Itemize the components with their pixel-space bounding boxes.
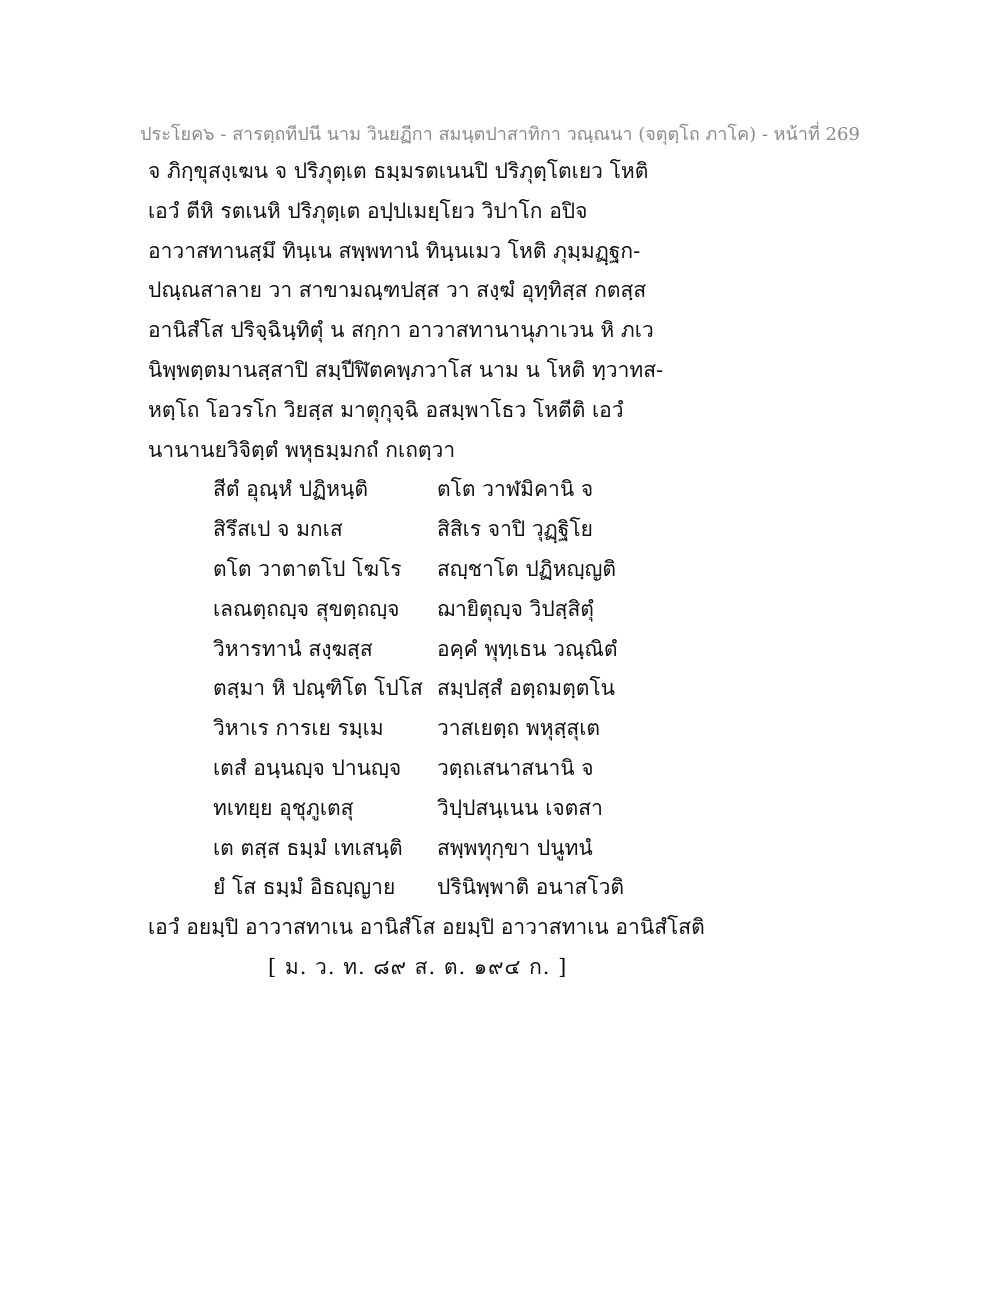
paragraph-line: ปณฺณสาลาย วา สาขามณฺฑปสฺส วา สงฺฆํ อุทฺทิสฺส กตสฺส xyxy=(148,278,647,303)
verse-first-half: เลณตฺถญฺจ สุขตฺถญฺจ xyxy=(213,596,400,621)
verse-row xyxy=(148,829,968,869)
paragraph-line: นานานยวิจิตฺตํ พหุธมฺมกถํ กเถตฺวา xyxy=(148,437,456,462)
closing-line: เอวํ อยมฺปิ อาวาสทาเน อานิสํโส อยมฺปิ อาวาสทาเน อานิสํโสติ xyxy=(148,915,705,940)
verse-row xyxy=(148,749,968,789)
verse-row xyxy=(148,550,968,590)
verse-row xyxy=(148,669,968,709)
verse-row xyxy=(148,709,968,749)
body-text xyxy=(148,152,968,988)
verse-second-half: วตฺถเสนาสนานิ จ xyxy=(437,755,594,780)
verse-row xyxy=(148,470,968,510)
verse-first-half: ยํ โส ธมฺมํ อิธญฺญาย xyxy=(213,875,396,900)
verse-first-half: ทเทยฺย อุชุภูเตสุ xyxy=(213,795,354,820)
verse-row xyxy=(148,630,968,670)
verse-first-half: สีตํ อุณฺหํ ปฏิหนฺติ xyxy=(213,477,369,502)
paragraph-line: หตฺโถ โอวรโก วิยสฺส มาตุกุจฺฉิ อสมฺพาโธว โหตีติ เอวํ xyxy=(148,397,624,422)
verse-first-half: วิหารทานํ สงฺฆสฺส xyxy=(213,636,373,661)
verse-row xyxy=(148,789,968,829)
verse-first-half: เตสํ อนฺนญฺจ ปานญฺจ xyxy=(213,755,402,780)
citation: [ ม. ว. ท. ๘๙ ส. ต. ๑๙๔ ก. ] xyxy=(268,954,568,979)
verse-second-half: ฌายิตุญฺจ วิปสฺสิตุํ xyxy=(437,596,594,621)
verse-second-half: อคฺคํ พุทฺเธน วณฺณิตํ xyxy=(437,636,618,661)
verse-first-half: สิรึสเป จ มกเส xyxy=(213,517,343,542)
paragraph-line: จ ภิกฺขุสงฺเฆน จ ปริภุตฺเต ธมฺมรตเนนปิ ปริภุตฺโตเยว โหติ xyxy=(148,159,649,183)
verse-second-half: วิปฺปสนฺเนน เจตสา xyxy=(437,795,603,820)
verse-row xyxy=(148,510,968,550)
verse-second-half: สพฺพทุกฺขา ปนูทนํ xyxy=(437,835,593,860)
verse-second-half: วาสเยตฺถ พหุสฺสุเต xyxy=(437,716,601,741)
verse-second-half: สิสิเร จาปิ วุฏฺฐิโย xyxy=(437,517,593,542)
paragraph-line: อาวาสทานสฺมึ ทินฺเน สพฺพทานํ ทินฺนเมว โหติ ภุมฺมฏฺฐก- xyxy=(148,238,641,263)
verse-first-half: ตโต วาตาตโป โฆโร xyxy=(213,556,402,581)
paragraph-line: นิพฺพตฺตมานสฺสาปิ สมฺปีฬิตคพฺภวาโส นาม น โหติ ทฺวาทส- xyxy=(148,357,664,382)
verse-second-half: สญฺชาโต ปฏิหญฺญติ xyxy=(437,556,617,581)
verse-row xyxy=(148,868,968,908)
verse-first-half: เต ตสฺส ธมฺมํ เทเสนฺติ xyxy=(213,835,403,860)
verse-first-half: ตสฺมา หิ ปณฺฑิโต โปโส xyxy=(213,676,423,701)
verse-second-half: ปรินิพฺพาติ อนาสโวติ xyxy=(437,875,625,900)
paragraph-line: อานิสํโส ปริจฺฉินฺทิตุํ น สกฺกา อาวาสทานานุภาเวน หิ ภเว xyxy=(148,318,654,343)
verse-second-half: สมฺปสฺสํ อตฺถมตฺตโน xyxy=(437,676,616,701)
page-header: ประโยค๖ - สารตฺถทีปนี นาม วินยฏีกา สมนฺตปาสาทิกา วณฺณนา (จตุตฺโถ ภาโค) - หน้าที่ 269 xyxy=(140,124,860,145)
verse-second-half: ตโต วาฬมิคานิ จ xyxy=(437,477,594,502)
paragraph-line: เอวํ ตีหิ รตเนหิ ปริภุตฺเต อปฺปเมยฺโยว วิปาโก อปิจ xyxy=(148,198,588,223)
verse-row xyxy=(148,590,968,630)
verse-first-half: วิหาเร การเย รมฺเม xyxy=(213,716,384,741)
